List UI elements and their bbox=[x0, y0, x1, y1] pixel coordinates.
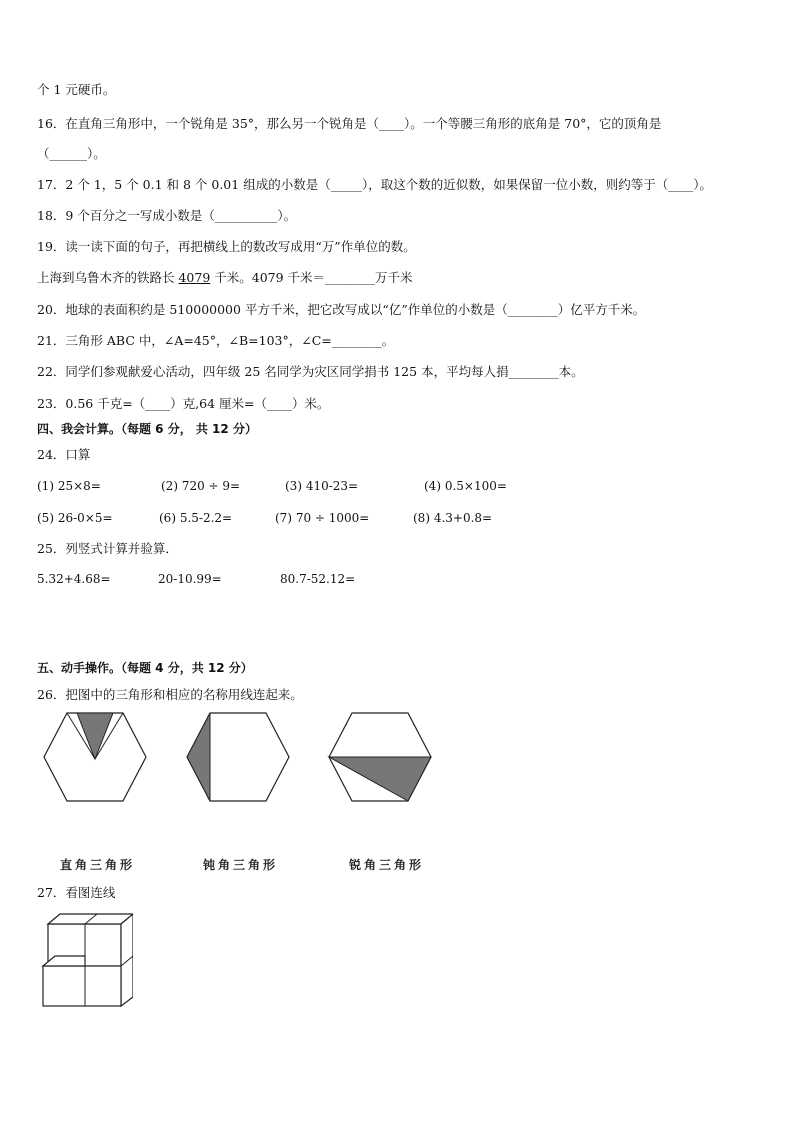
question-17: 17．2 个 1，5 个 0.1 和 8 个 0.01 组成的小数是（_____），取这个数的近似数，如果保留一位小数，则约等于（____）。 bbox=[37, 177, 712, 192]
hexagon-2-shaded-triangle bbox=[187, 713, 210, 801]
oral-calc-7: (7) 70 ÷ 1000= bbox=[275, 511, 370, 525]
question-27: 27．看图连线 bbox=[37, 885, 116, 900]
question-23: 23．0.56 千克=（____）克,64 厘米=（____）米。 bbox=[37, 396, 330, 411]
oral-calc-6: (6) 5.5-2.2= bbox=[159, 511, 233, 525]
hexagon-figure-1 bbox=[40, 710, 150, 805]
q19-suffix: 千米。4079 千米＝________万千米 bbox=[210, 270, 413, 285]
oral-calc-1: (1) 25×8= bbox=[37, 479, 101, 493]
line-0: 个 1 元硬币。 bbox=[37, 82, 116, 97]
oral-calc-2: (2) 720 ÷ 9= bbox=[161, 479, 241, 493]
question-16-a: 16．在直角三角形中，一个锐角是 35°，那么另一个锐角是（____）。一个等腰三角形的底角是 70°，它的顶角是 bbox=[37, 116, 662, 131]
oral-calc-3: (3) 410-23= bbox=[285, 479, 359, 493]
top-block-right-face bbox=[121, 914, 133, 1006]
section-5-heading: 五、动手操作。（每题 4 分，共 12 分） bbox=[37, 661, 253, 675]
label-acute-triangle: 锐角三角形 bbox=[349, 858, 425, 872]
question-19-a: 19．读一读下面的句子，再把横线上的数改写成用“万”作单位的数。 bbox=[37, 239, 416, 254]
question-16-b: （______）。 bbox=[37, 146, 106, 161]
bottom-front bbox=[43, 966, 121, 1006]
vertical-calc-3: 80.7-52.12= bbox=[280, 572, 356, 586]
vertical-calc-2: 20-10.99= bbox=[158, 572, 222, 586]
label-right-triangle: 直角三角形 bbox=[60, 858, 136, 872]
question-20: 20．地球的表面积约是 510000000 平方千米，把它改写成以“亿”作单位的小数是（________）亿平方千米。 bbox=[37, 302, 646, 317]
q19-prefix: 上海到乌鲁木齐的铁路长 bbox=[37, 270, 179, 285]
label-obtuse-triangle: 钝角三角形 bbox=[203, 858, 279, 872]
q19-underlined-number: 4079 bbox=[178, 270, 211, 285]
question-18: 18．9 个百分之一写成小数是（__________）。 bbox=[37, 208, 297, 223]
question-22: 22．同学们参观献爱心活动，四年级 25 名同学为灾区同学捐书 125 本，平均每人捐________本。 bbox=[37, 364, 584, 379]
vertical-calc-1: 5.32+4.68= bbox=[37, 572, 111, 586]
oral-calc-5: (5) 26-0×5= bbox=[37, 511, 113, 525]
hexagon-figure-2 bbox=[183, 710, 293, 805]
question-25: 25．列竖式计算并验算． bbox=[37, 541, 178, 556]
oral-calc-4: (4) 0.5×100= bbox=[424, 479, 507, 493]
section-4-heading: 四、我会计算。（每题 6 分， 共 12 分） bbox=[37, 422, 257, 436]
question-26: 26．把图中的三角形和相应的名称用线连起来。 bbox=[37, 687, 303, 702]
oral-calc-8: (8) 4.3+0.8= bbox=[413, 511, 493, 525]
question-24: 24．口算 bbox=[37, 447, 91, 462]
question-19-b bbox=[37, 270, 413, 286]
cube-stack-figure bbox=[38, 912, 133, 1012]
hexagon-figure-3 bbox=[325, 710, 435, 805]
question-21: 21．三角形 ABC 中，∠A=45°，∠B=103°，∠C=________。 bbox=[37, 333, 395, 348]
